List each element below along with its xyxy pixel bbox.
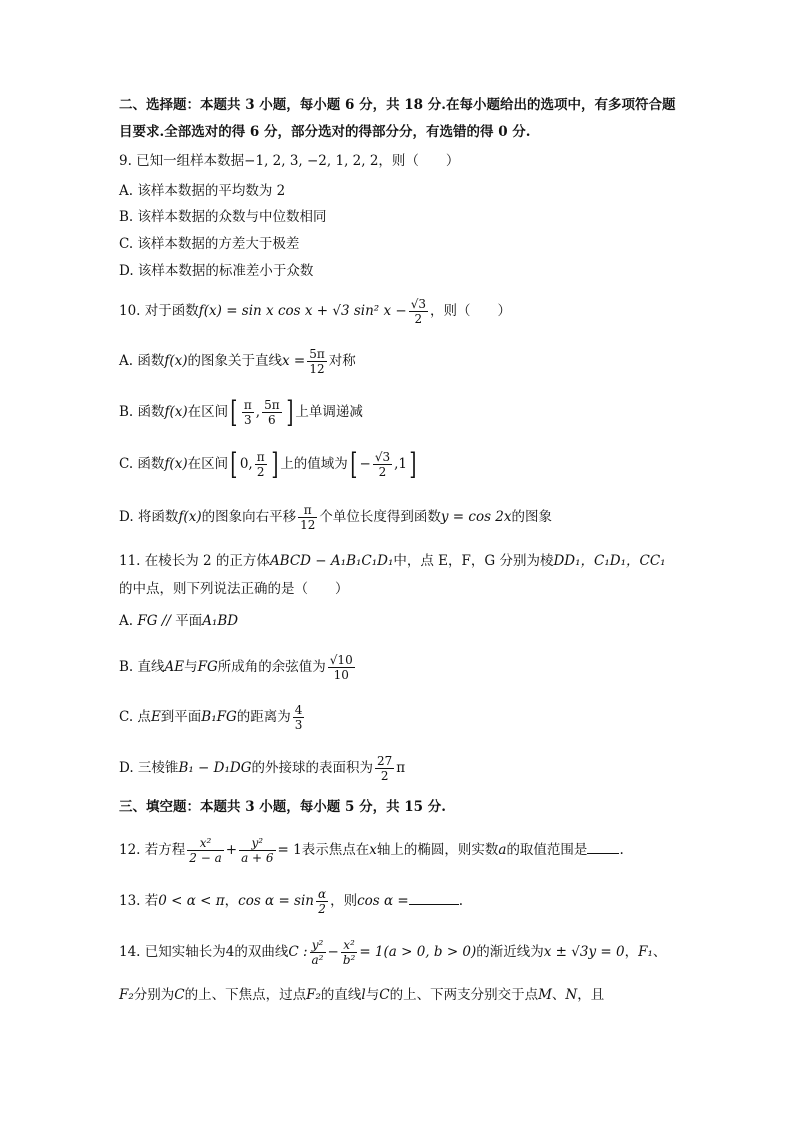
q10-option-a	[119, 346, 759, 376]
q12-plus: +	[225, 842, 238, 858]
section-2-line-1: 二、选择题：本题共 3 小题，每小题 6 分，共 18 分.在每小题给出的选项中，有多项符合题	[119, 97, 676, 113]
q14-f2b: F₂	[306, 987, 321, 1003]
q11-edges: DD₁，C₁D₁，CC₁	[553, 553, 666, 569]
q11-b-label: B. 直线	[119, 659, 165, 675]
q11-text-2: 中，点 E，F，G 分别为棱	[393, 553, 554, 569]
q10-c-label: C. 函数	[119, 456, 165, 472]
q14-frac2	[341, 938, 358, 967]
q11-d-fraction	[375, 754, 394, 783]
q14-t1: 分别为	[133, 987, 175, 1003]
q11-d-pi: π	[396, 760, 406, 776]
q12-text-2: 表示焦点在	[301, 842, 370, 858]
section-3-heading: 三、填空题：本题共 3 小题，每小题 5 分，共 15 分.	[119, 799, 446, 815]
q14-t5: 的上、下两支分别交于点	[389, 987, 539, 1003]
q10-c-frac2	[373, 450, 392, 479]
q10-c-f: f(x)	[164, 456, 188, 472]
q10-a-fraction	[307, 347, 327, 376]
q10-c-bracket-right2: ]	[409, 446, 417, 482]
q12-text-3: 轴上的椭圆，则实数	[376, 842, 499, 858]
q9-option-d: D. 该样本数据的标准差小于众数	[119, 263, 314, 279]
q10-stem-end: ，则（ ）	[429, 303, 511, 319]
q13-den: 2	[318, 902, 326, 916]
q10-b-frac1	[242, 398, 254, 427]
q11-d-label: D. 三棱锥	[119, 760, 179, 776]
q10-option-c	[119, 446, 759, 482]
q9-option-c: C. 该样本数据的方差大于极差	[119, 236, 300, 252]
q10-d-text: 的图象向右平移	[201, 509, 297, 525]
q9-stem	[119, 152, 759, 170]
q10-c-frac1	[255, 450, 267, 479]
q11-b-num: √10	[329, 653, 353, 667]
q10-d-num: π	[298, 503, 317, 518]
q14-four: 4	[225, 944, 235, 960]
q10-b-d2: 6	[268, 413, 276, 427]
q10-c-text2: 上的值域为	[280, 456, 348, 472]
q10-a-text: 的图象关于直线	[187, 353, 282, 369]
q10-d-f: f(x)	[178, 509, 202, 525]
q12-d2: a + 6	[241, 851, 274, 865]
q10-d-fraction	[298, 503, 317, 532]
q11-c-plane: B₁FG	[201, 709, 237, 725]
q14-t3: 的直线	[320, 987, 362, 1003]
q10-option-b: B. 函数f(x)在区间[ $\frac{\pi}{3}$ , $\frac{5\pi}{6}$ ] 上单调递减	[119, 394, 363, 430]
q11-b-text: 与	[184, 659, 198, 675]
q12-n1: x²	[187, 836, 223, 851]
q13-fraction	[316, 887, 328, 916]
q14-n1: y²	[310, 938, 326, 953]
q12-a: a	[498, 842, 507, 858]
q11-b-den: 10	[333, 668, 349, 682]
q10-b-f: f(x)	[164, 404, 188, 420]
q10-d-den: 12	[300, 518, 316, 532]
q14-f2: F₂	[119, 987, 134, 1003]
q13-text-1: 13. 若	[119, 893, 159, 909]
q12-text-1: 12. 若方程	[119, 842, 186, 858]
q10-d-y: y = cos 2x	[440, 509, 512, 525]
q10-function-fraction	[409, 297, 428, 326]
q14-t4: 与	[365, 987, 380, 1003]
q11-option-b	[119, 650, 759, 684]
q10-b-bracket-right: ]	[285, 394, 293, 430]
q11-option-d	[119, 753, 759, 783]
q10-function: f(x) = sin x cos x + √3 sin² x −	[198, 303, 407, 319]
q10-a-label: A. 函数	[119, 353, 165, 369]
q11-c-num: 4	[294, 703, 303, 717]
q12-n2: y²	[239, 836, 275, 851]
q13-text-2: ，则	[330, 893, 358, 909]
q9-data: −1, 2, 3, −2, 1, 2, 2	[244, 153, 379, 169]
q10-b-text: 在区间	[187, 404, 229, 420]
q10-a-end: 对称	[328, 353, 356, 369]
q14-t6: 、	[551, 987, 566, 1003]
q10-c-n2: √3	[374, 450, 391, 464]
q13-answer-blank[interactable]	[409, 891, 459, 905]
q11-d-text: 的外接球的表面积为	[251, 760, 374, 776]
q11-a-fg: FG //	[137, 613, 176, 629]
q11-option-c	[119, 702, 759, 732]
q12-eq: = 1	[277, 842, 302, 858]
q10-b-end: 上单调递减	[295, 404, 363, 420]
q13-cond: 0 < α < π	[158, 893, 225, 909]
q9-option-a: A. 该样本数据的平均数为 2	[119, 183, 286, 199]
q10-c-d2: 2	[378, 465, 387, 479]
q12-frac2	[239, 836, 275, 865]
q10-a-x: x =	[282, 353, 306, 369]
q14-sep: 、	[652, 944, 667, 960]
q11-c-den: 3	[294, 718, 303, 732]
q14-t2: 的上、下焦点，过点	[184, 987, 307, 1003]
q10-c-upper: ,1	[394, 456, 408, 472]
q11-c-text2: 的距离为	[236, 709, 291, 725]
q11-d-den: 2	[380, 769, 389, 783]
q14-d2: b²	[342, 953, 356, 967]
q14-c2: C	[174, 987, 185, 1003]
q11-a-text: 平面	[175, 613, 203, 629]
q11-b-fg: FG	[197, 659, 218, 675]
q10-d-end: 的图象	[511, 509, 553, 525]
q14-eq: = 1(a > 0, b > 0)	[359, 944, 477, 960]
q14-frac1	[310, 938, 326, 967]
q10-fn-den: 2	[414, 312, 423, 326]
q14-text-2: 的双曲线	[234, 944, 289, 960]
q11-c-label: C. 点	[119, 709, 151, 725]
q9-stem-text: 9. 已知一组样本数据	[119, 153, 245, 169]
q12-frac1	[187, 836, 223, 865]
q10-c-text: 在区间	[187, 456, 229, 472]
q11-b-ae: AE	[164, 659, 185, 675]
q10-c-bracket-left: [	[230, 446, 238, 482]
q10-b-bracket-left: [	[230, 394, 238, 430]
q12-answer-blank[interactable]	[587, 840, 619, 854]
q13-eq: cos α = sin	[238, 893, 314, 909]
q12-x: x	[369, 842, 377, 858]
q14-asym: x ± √3y = 0	[543, 944, 625, 960]
q13-end: .	[458, 893, 464, 909]
q11-c-text: 到平面	[160, 709, 202, 725]
q14-l: l	[361, 987, 366, 1003]
q10-c-d1: 2	[256, 465, 265, 479]
q11-d-pyramid: B₁ − D₁DG	[178, 760, 252, 776]
q12-d1: 2 − a	[189, 851, 222, 865]
q14-text-1: 14. 已知实轴长为	[119, 944, 226, 960]
q14-stem-line-1	[119, 936, 759, 968]
q11-d-num: 27	[377, 754, 393, 768]
q12-stem	[119, 834, 759, 866]
q10-fn-num: √3	[410, 297, 426, 311]
q10-d-label: D. 将函数	[119, 509, 179, 525]
q10-b-d1: 3	[244, 413, 252, 427]
q10-c-bracket-right: ]	[270, 446, 278, 482]
q14-d1: a²	[311, 953, 324, 967]
q10-a-den: 12	[309, 362, 325, 376]
q10-d-text2: 个单位长度得到函数	[319, 509, 441, 525]
q14-comma: ，	[624, 944, 639, 960]
q10-c-bracket-left2: [	[350, 446, 358, 482]
q11-stem-line-2: 的中点，则下列说法正确的是（ ）	[119, 581, 349, 597]
q10-b-frac2	[262, 398, 282, 427]
q11-a-plane: A₁BD	[202, 613, 239, 629]
q14-c: C :	[288, 944, 308, 960]
q10-a-num: 5π	[309, 347, 325, 361]
q13-num: α	[318, 887, 327, 901]
q10-stem	[119, 296, 759, 326]
q12-end: .	[619, 842, 624, 858]
q14-n2: x²	[341, 938, 358, 953]
q10-a-f: f(x)	[164, 353, 188, 369]
q10-c-n1: π	[256, 450, 265, 464]
q14-stem-line-2	[119, 986, 759, 1004]
q10-b-n2: 5π	[264, 398, 280, 412]
q11-a-label: A.	[119, 613, 134, 629]
q9-stem-end: ，则（ ）	[378, 153, 460, 169]
q13-comma: ，	[224, 893, 239, 909]
q14-c3: C	[379, 987, 390, 1003]
q11-option-a	[119, 612, 759, 630]
q10-stem-text: 10. 对于函数	[119, 303, 199, 319]
q10-c-lower: 0,	[239, 456, 253, 472]
q11-stem-line-1	[119, 552, 759, 570]
q13-stem	[119, 886, 759, 916]
q11-text-1: 11. 在棱长为 2 的正方体	[119, 553, 270, 569]
q14-n: N	[565, 987, 578, 1003]
q10-b-n1: π	[243, 398, 252, 412]
q11-cube: ABCD − A₁B₁C₁D₁	[269, 553, 394, 569]
q14-f1: F₁	[638, 944, 653, 960]
q14-t7: ，且	[577, 987, 605, 1003]
q10-option-d	[119, 502, 759, 532]
q14-m: M	[538, 987, 552, 1003]
q11-c-fraction	[293, 703, 305, 732]
q11-b-fraction	[328, 653, 355, 682]
q9-option-b: B. 该样本数据的众数与中位数相同	[119, 209, 327, 225]
q13-ask: cos α =	[357, 893, 409, 909]
q10-b-label: B. 函数	[119, 404, 165, 420]
q14-text-3: 的渐近线为	[476, 944, 544, 960]
q11-b-text2: 所成角的余弦值为	[217, 659, 326, 675]
q11-c-e: E	[150, 709, 161, 725]
q12-text-4: 的取值范围是	[506, 842, 588, 858]
section-2-line-2: 目要求.全部选对的得 6 分，部分选对的得部分分，有选错的得 0 分.	[119, 124, 531, 140]
q10-c-neg: −	[359, 456, 371, 472]
q14-minus: −	[327, 944, 339, 960]
